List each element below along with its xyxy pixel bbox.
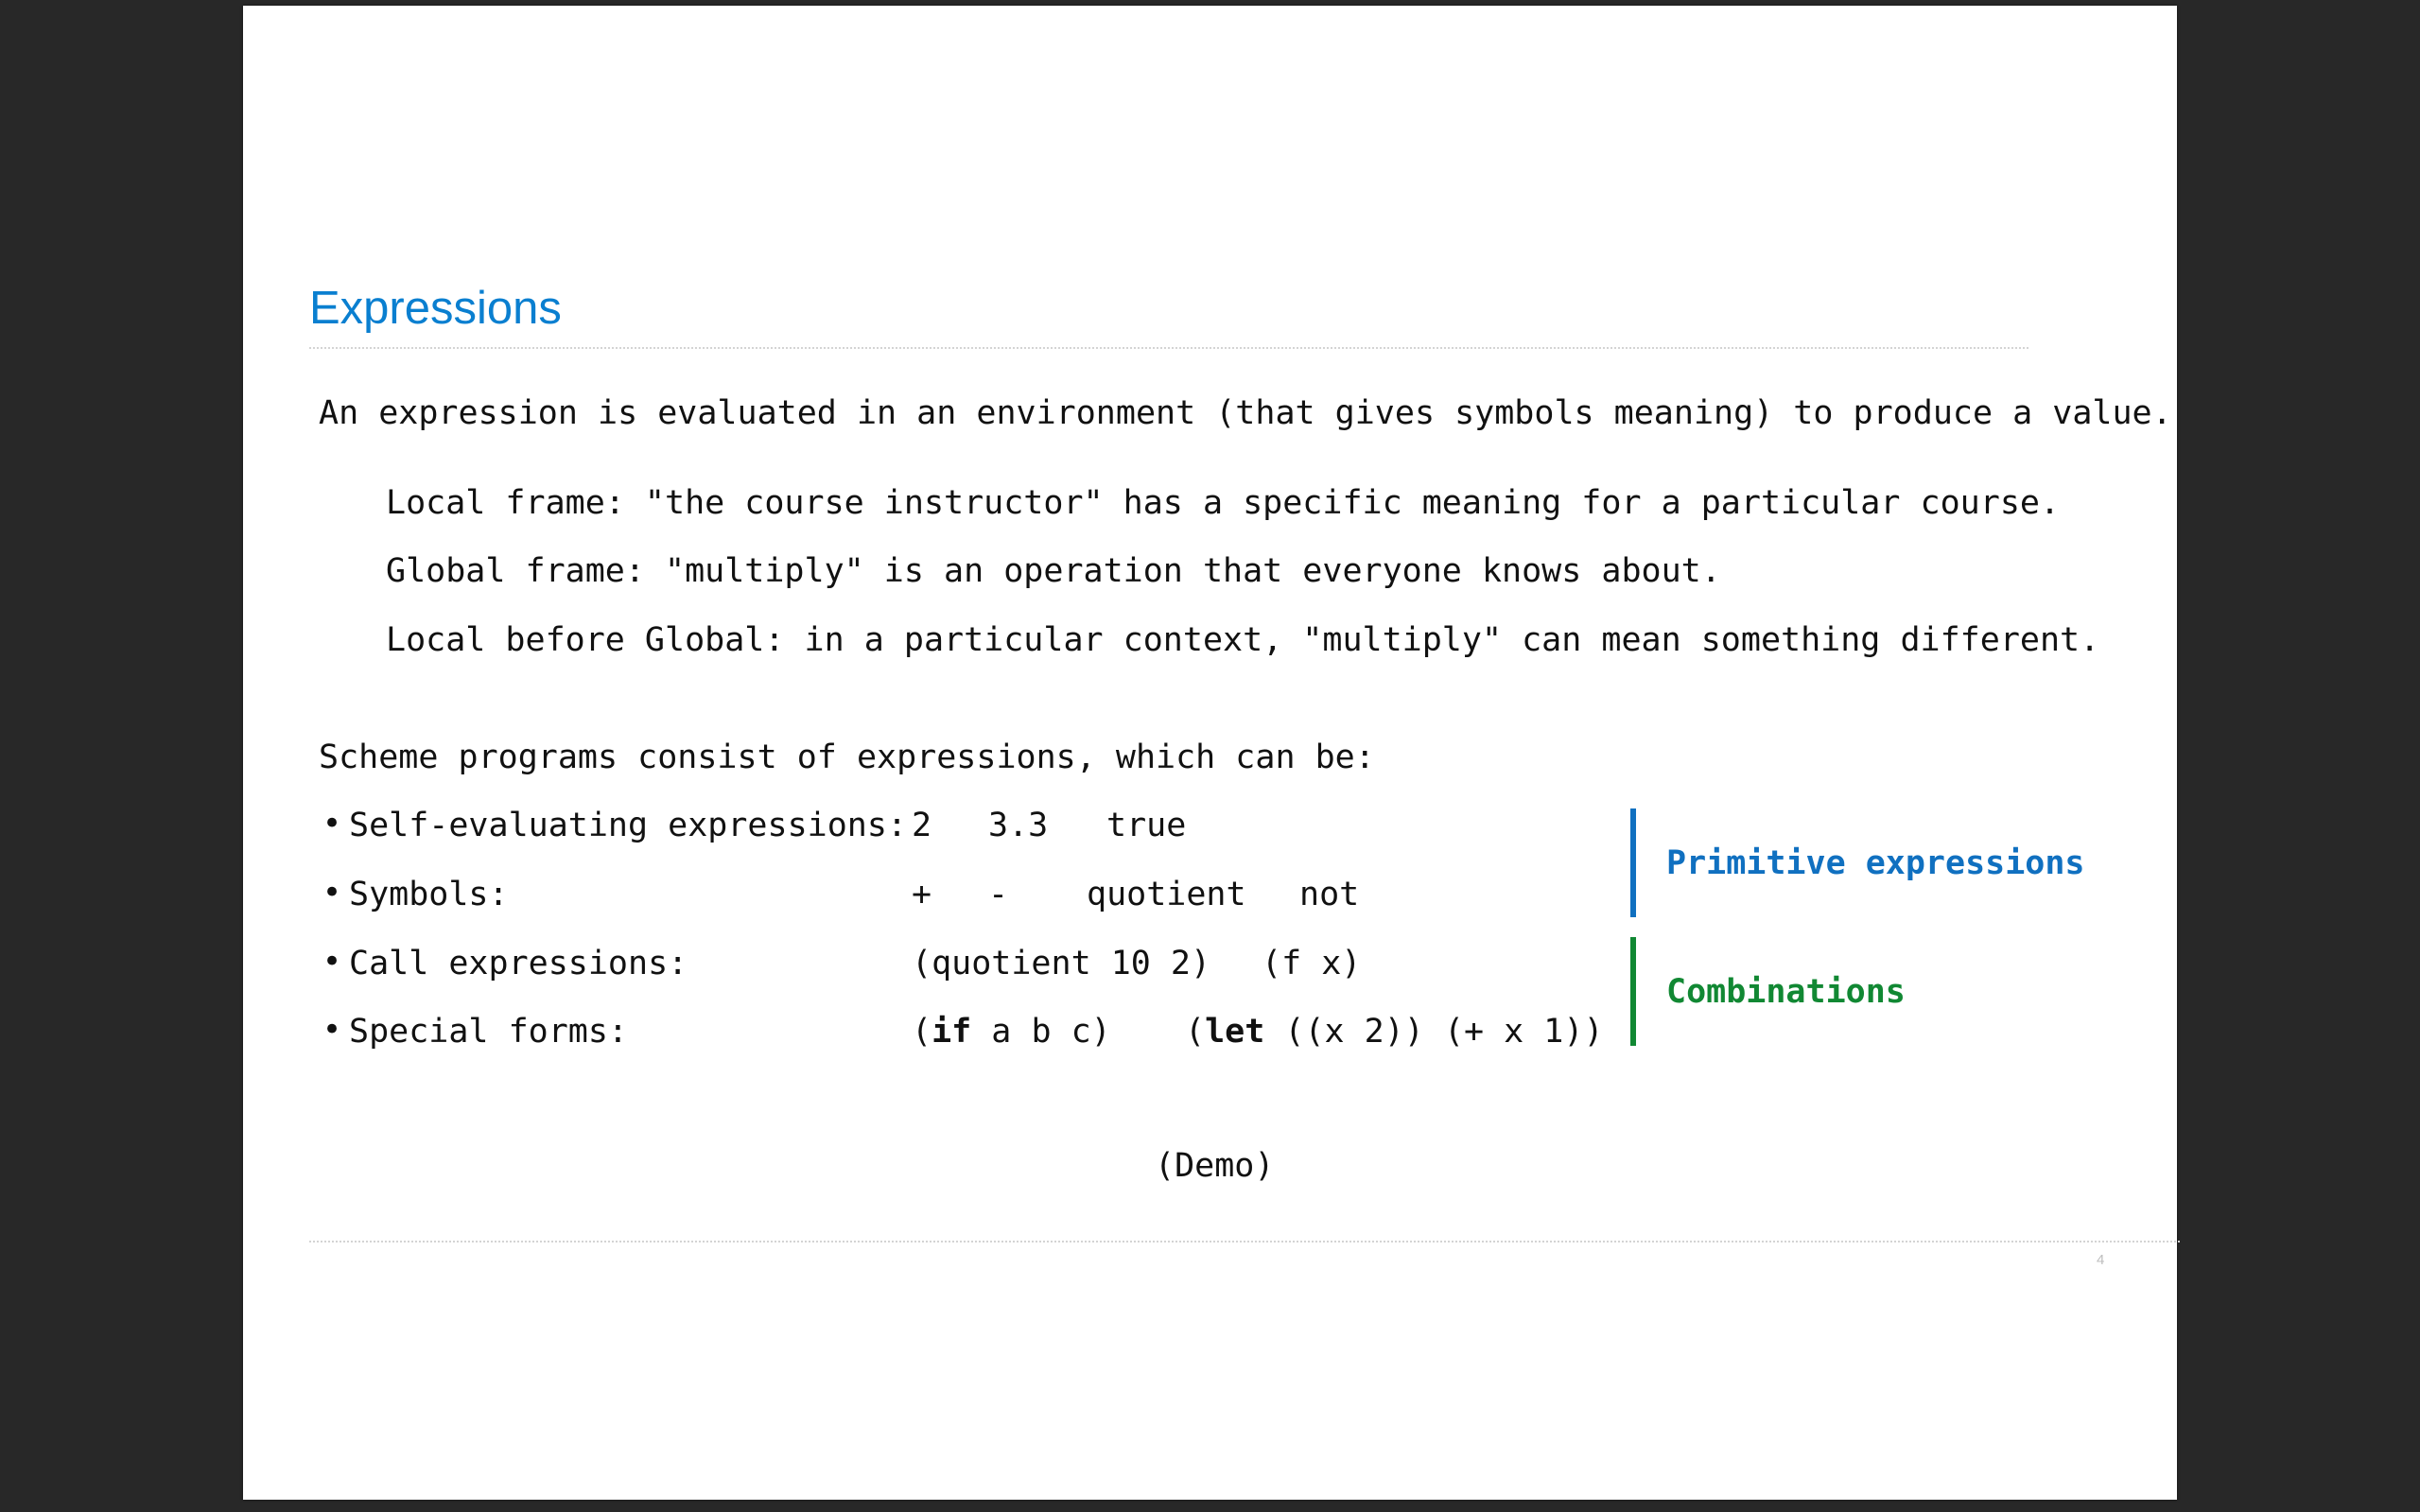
intro-text: An expression is evaluated in an environment (that gives symbols meaning) to produce a value. [319, 394, 2172, 432]
example-minus: - [988, 876, 1009, 913]
local-frame-text: Local frame: "the course instructor" has a specific meaning for a particular course. [386, 484, 2061, 522]
page-number: 4 [2097, 1252, 2105, 1268]
example-not: not [1299, 876, 1360, 913]
combinations-bracket [1630, 937, 1636, 1046]
keyword-let: let [1205, 1013, 1265, 1051]
programs-intro-text: Scheme programs consist of expressions, which can be: [319, 739, 1375, 776]
demo-text: (Demo) [1155, 1147, 1275, 1185]
paren-open: ( [1185, 1013, 1206, 1051]
example-quotient: quotient [1087, 876, 1246, 913]
example-let-form [1185, 1013, 1604, 1051]
bullet-label-special-forms: Special forms: [349, 1013, 629, 1051]
global-frame-text: Global frame: "multiply" is an operation that everyone knows about. [386, 552, 1721, 590]
example-2: 2 [912, 807, 932, 844]
bullet-dot: • [322, 1011, 342, 1049]
slide-page [243, 6, 2177, 1500]
example-true: true [1106, 807, 1187, 844]
if-form-rest: a b c) [971, 1013, 1111, 1051]
example-plus: + [912, 876, 932, 913]
footer-divider [309, 1241, 2180, 1243]
example-if-form [912, 1013, 1111, 1051]
bullet-dot: • [322, 805, 342, 843]
primitive-expressions-bracket [1630, 808, 1636, 917]
bullet-label-symbols: Symbols: [349, 876, 509, 913]
example-quotient-call: (quotient 10 2) [912, 945, 1211, 982]
example-f-call: (f x) [1262, 945, 1362, 982]
primitive-expressions-label: Primitive expressions [1666, 844, 2085, 882]
example-3.3: 3.3 [988, 807, 1049, 844]
combinations-label: Combinations [1666, 973, 1906, 1011]
let-form-rest: ((x 2)) (+ x 1)) [1264, 1013, 1604, 1051]
bullet-dot: • [322, 874, 342, 912]
local-before-global-text: Local before Global: in a particular context, "multiply" can mean something different. [386, 621, 2100, 659]
title-divider [309, 347, 2028, 349]
bullet-dot: • [322, 943, 342, 981]
keyword-if: if [931, 1013, 972, 1051]
paren-open: ( [912, 1013, 932, 1051]
bullet-label-self-evaluating: Self-evaluating expressions: [349, 807, 908, 844]
bullet-label-call-expressions: Call expressions: [349, 945, 688, 982]
slide-title: Expressions [309, 283, 562, 334]
